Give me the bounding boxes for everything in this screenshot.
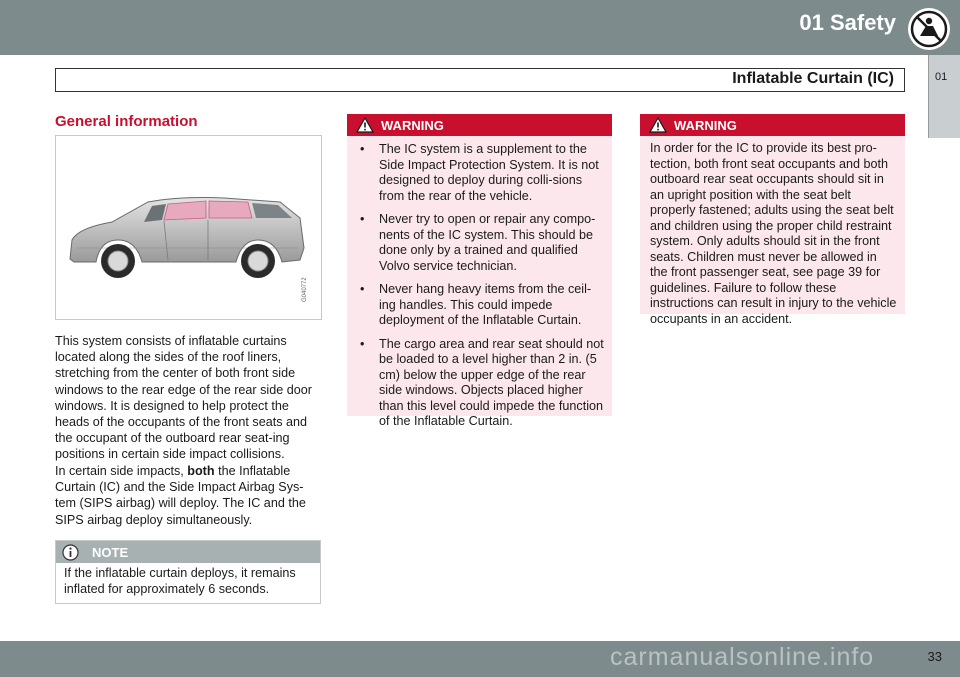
car-illustration xyxy=(55,135,322,320)
warning-text-2: In order for the IC to provide its best pro-tection, both front seat occupants and both outboard rear seat occupants should sit in an upright position with the seat belt properly fastened; adults using the seat belt and children using the proper child restraint system. Only adults should sit in the front seats. Children must never be allowed in the front passenger seat, see page 39 for guidelines. Failure to follow these instructions can result in injury to the vehicle occupants in an accident. xyxy=(650,141,897,326)
image-code: G040772 xyxy=(302,277,308,302)
para2-prefix: In certain side impacts, xyxy=(55,464,188,478)
warning-list-item: • The cargo area and rear seat should not be loaded to a level higher than 2 in. (5 cm) below the upper edge of the rear side windows. Objects placed higher than this level could impede the function of the Inflatable Curtain. xyxy=(355,337,604,430)
note-box xyxy=(55,540,321,604)
note-label: NOTE xyxy=(92,545,129,560)
para2-bold-word: both xyxy=(187,464,215,478)
chapter-side-tab[interactable] xyxy=(928,55,960,138)
chapter-header-bar xyxy=(0,0,960,55)
station-wagon-curtain-airbag-illustration xyxy=(56,136,321,319)
warning-triangle-icon xyxy=(649,117,667,133)
chapter-tab-label: 01 xyxy=(935,71,948,83)
note-text: If the inflatable curtain deploys, it remains inflated for approximately 6 seconds. xyxy=(64,566,296,596)
section-title: Inflatable Curtain (IC) xyxy=(732,70,894,87)
warning-label-1: WARNING xyxy=(381,118,444,133)
warning-header-1 xyxy=(347,114,612,136)
no-child-seat-icon xyxy=(906,6,952,52)
warning-header-2 xyxy=(640,114,905,136)
warning-list-item: • Never try to open or repair any compo-nents of the IC system. This should be done only by a trained and qualified Volvo service technician. xyxy=(355,212,604,274)
general-information-heading: General information xyxy=(55,113,198,130)
general-paragraph-2 xyxy=(55,463,323,528)
warning-label-2: WARNING xyxy=(674,118,737,133)
warning-list-item: • Never hang heavy items from the ceil-ing handles. This could impede deployment of the Inflatable Curtain. xyxy=(355,282,604,329)
warning-list-item: • The IC system is a supplement to the Side Impact Protection System. It is not designed to deploy during colli-sions from the rear of the vehicle. xyxy=(355,142,604,204)
page-number: 33 xyxy=(927,649,942,664)
para2-suffix: the Inflatable Curtain (IC) and the Side Impact Airbag Sys-tem (SIPS airbag) will deploy. The IC and the SIPS airbag deploy simultaneously. xyxy=(55,464,306,527)
warning-triangle-icon xyxy=(356,117,374,133)
section-title-bar xyxy=(55,68,905,92)
chapter-title: 01 Safety xyxy=(799,10,896,35)
warning-list xyxy=(347,136,612,430)
general-paragraph-1: This system consists of inflatable curtains located along the sides of the roof liners, stretching from the center of both front side windows to the rear edge of the rear side door windows. It is designed to help protect the heads of the occupants of the front seats and the occupant of the outboard rear seat-ing positions in certain side impact collisions. xyxy=(55,334,312,462)
info-icon xyxy=(62,544,79,561)
warning-box-2 xyxy=(640,114,905,326)
watermark: carmanualsonline.info xyxy=(610,643,875,671)
note-header xyxy=(56,541,320,563)
warning-box-1 xyxy=(347,114,612,428)
